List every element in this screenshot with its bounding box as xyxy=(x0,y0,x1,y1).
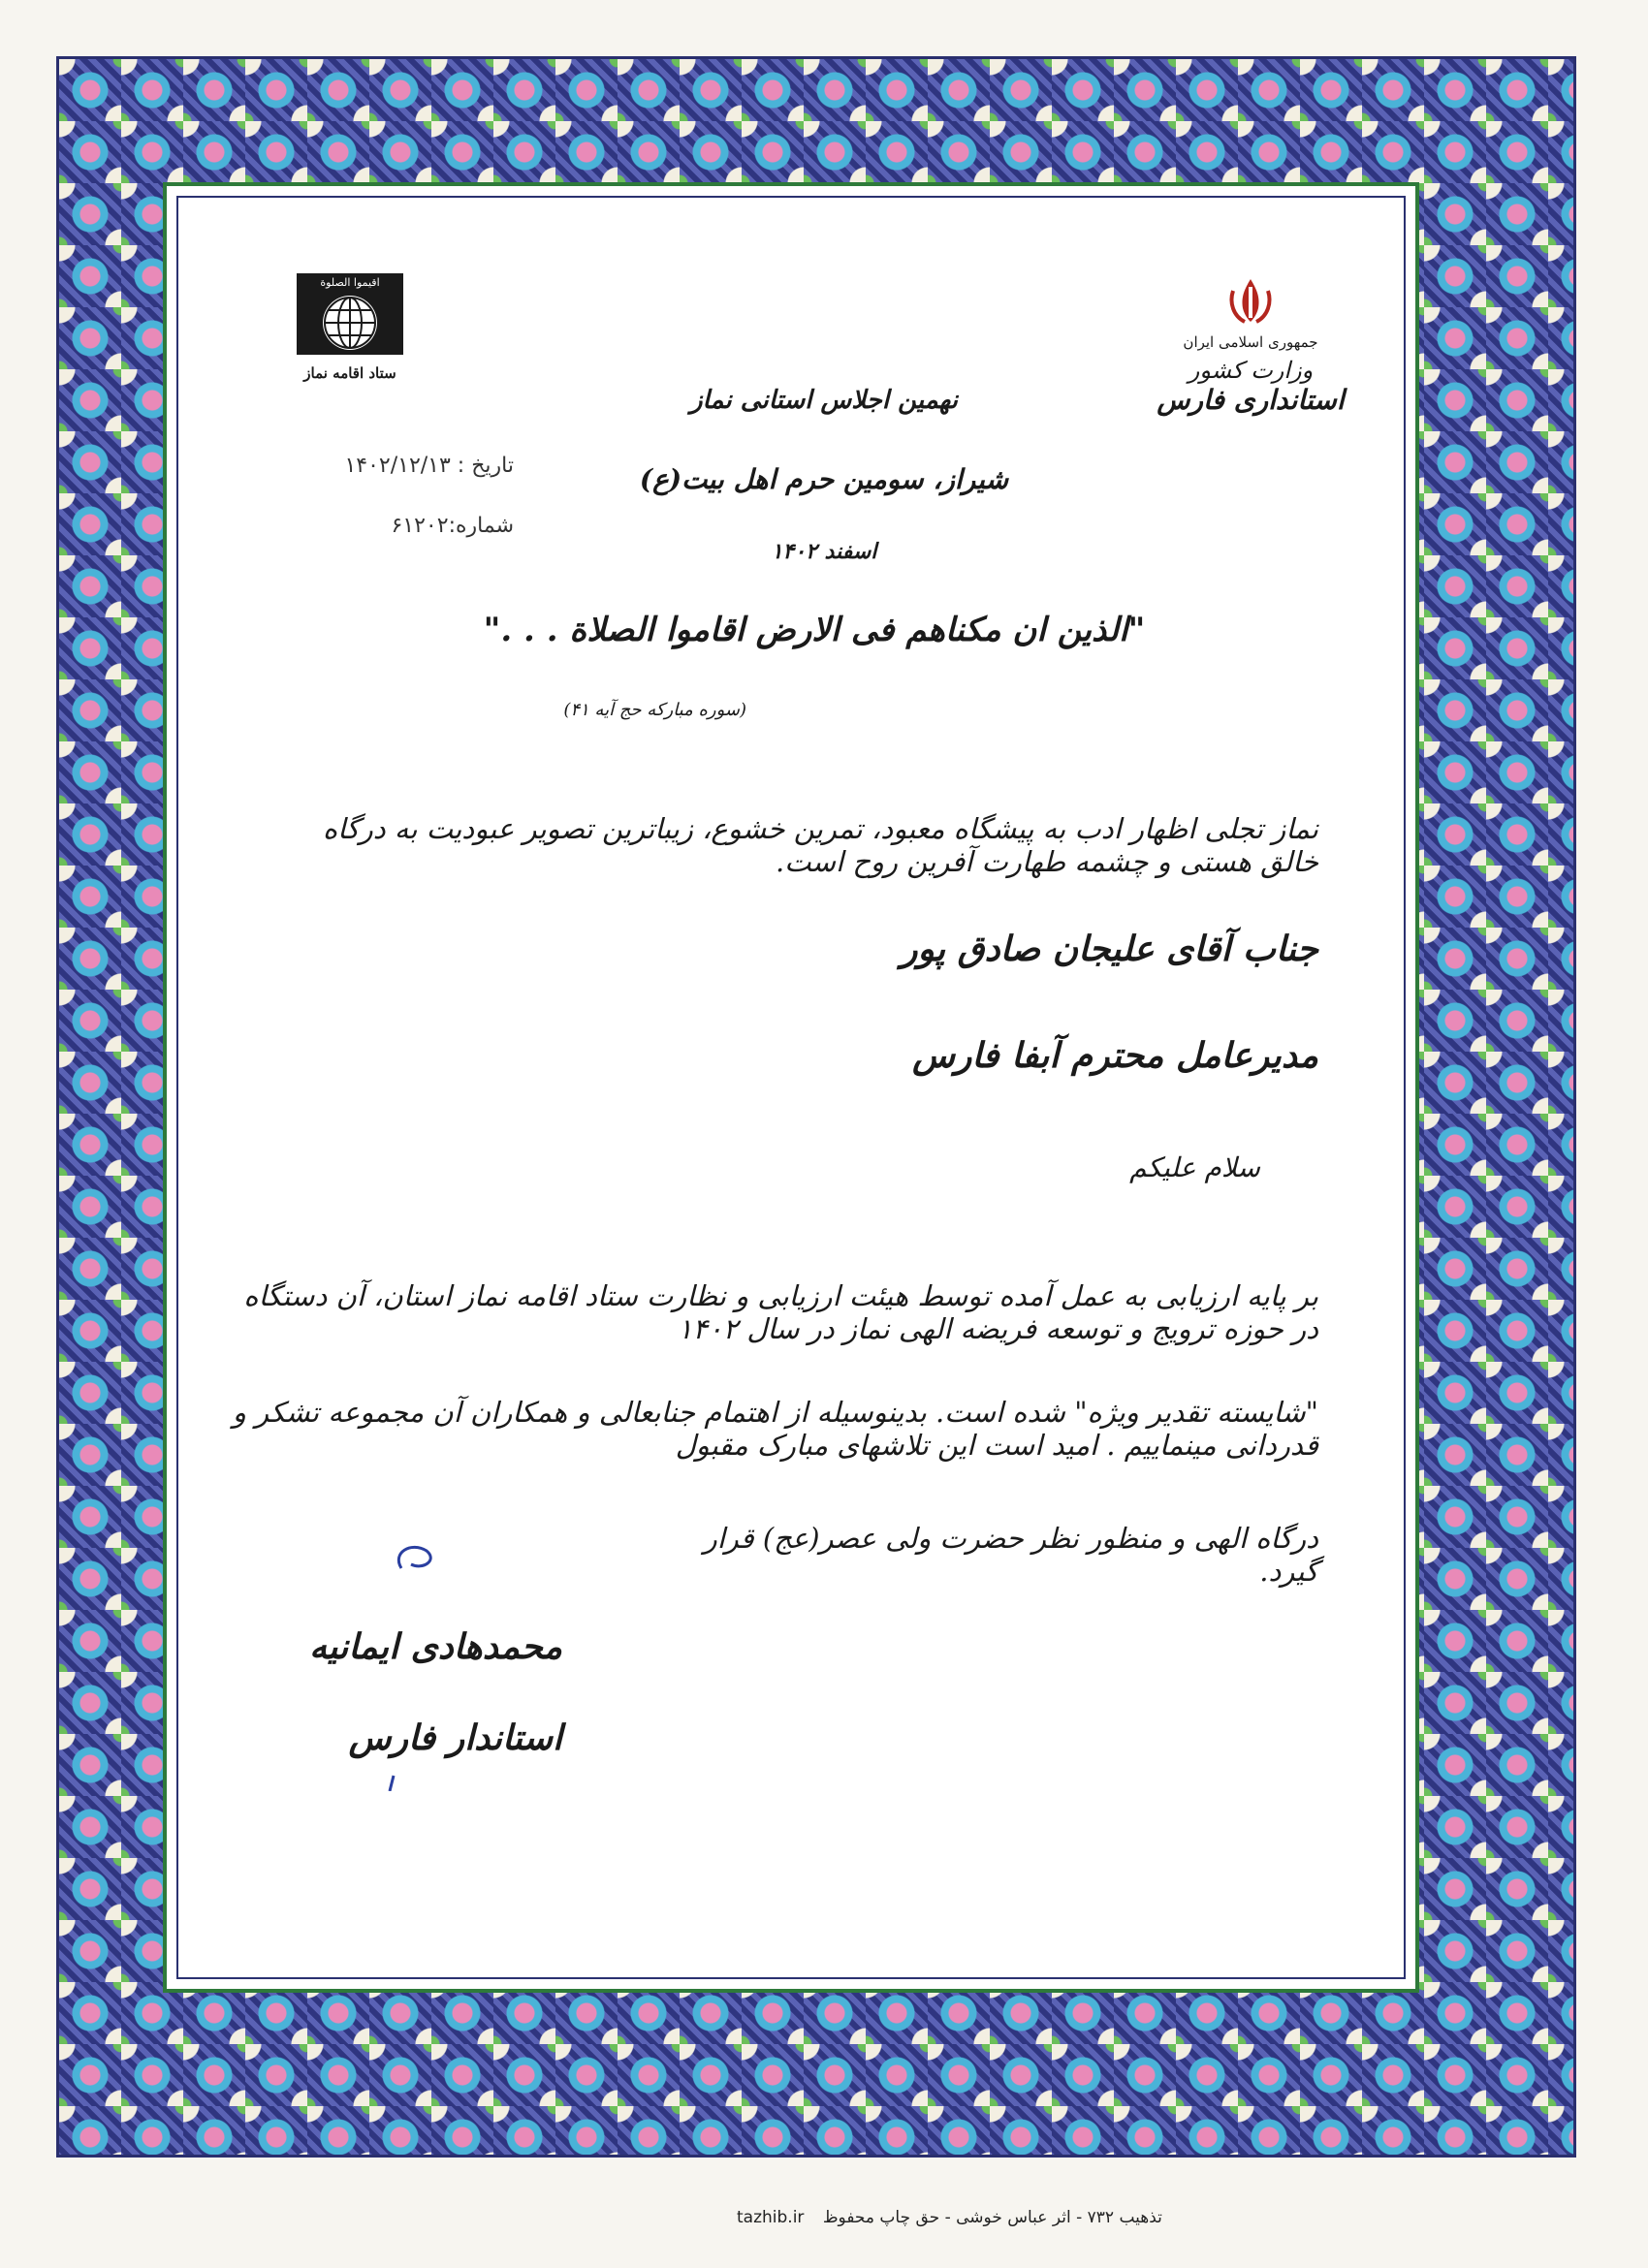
verse-reference: (سوره مبارکه حج آیه ۴۱) xyxy=(563,700,746,720)
ministry-name: وزارت کشور xyxy=(1188,357,1314,384)
signatory-title: استاندار فارس xyxy=(348,1717,562,1758)
event-title: نهمین اجلاس استانی نماز xyxy=(689,386,959,415)
body-line-2: "شایسته تقدیر ویژه" شده است. بدینوسیله از اهتمام جنابعالی و همکاران آن مجموعه تشکر و قدردانی مینماییم . امید است این تلاشهای مبارک مقبول xyxy=(232,1396,1318,1462)
quran-verse: "الذین ان مکناهم فی الارض اقاموا الصلاة . . ." xyxy=(483,611,1146,649)
iran-emblem-icon xyxy=(1223,273,1278,328)
footer-text: تذهیب ۷۳۲ - اثر عباس خوشی - حق چاپ محفوظ xyxy=(822,2208,1162,2227)
recipient-position: مدیرعامل محترم آبفا فارس xyxy=(912,1035,1318,1076)
event-location: شیراز، سومین حرم اهل بیت(ع) xyxy=(639,463,1009,495)
intro-paragraph: نماز تجلی اظهار ادب به پیشگاه معبود، تمرین خشوع، زیباترین تصویر عبودیت به درگاه خالق هستی و چشمه طهارت آفرین روح است. xyxy=(322,812,1318,878)
body-line-1: بر پایه ارزیابی به عمل آمده توسط هیئت ارزیابی و نظارت ستاد اقامه نماز استان، آن دستگاه در حوزه ترویج و توسعه فریضه الهی نماز در سال ۱۴۰۲ xyxy=(243,1279,1318,1345)
globe-logo-icon xyxy=(293,271,407,357)
body-line-3: درگاه الهی و منظور نظر حضرت ولی عصر(عج) قرار گیرد. xyxy=(703,1522,1318,1588)
recipient-name: جناب آقای علیجان صادق پور xyxy=(901,929,1318,969)
footer-site: tazhib.ir xyxy=(737,2208,805,2227)
greeting: سلام علیکم xyxy=(1129,1151,1260,1183)
logo-label: ستاد اقامه نماز xyxy=(303,364,396,382)
country-name: جمهوری اسلامی ایران xyxy=(1183,333,1318,351)
letter-date: تاریخ : ۱۴۰۲/۱۲/۱۳ xyxy=(344,454,514,478)
signatory-name: محمدهادی ایمانیه xyxy=(309,1626,562,1667)
footer-credit xyxy=(737,2208,1609,2227)
letter-number: شماره:۶۱۲۰۲ xyxy=(391,514,514,538)
logo-band-text: اقیموا الصلوة xyxy=(320,276,380,289)
ministry-header xyxy=(1144,273,1357,416)
prayer-headquarters-logo xyxy=(287,271,413,382)
governorate-name: استانداری فارس xyxy=(1157,384,1345,416)
event-month: اسفند ۱۴۰۲ xyxy=(771,539,877,564)
